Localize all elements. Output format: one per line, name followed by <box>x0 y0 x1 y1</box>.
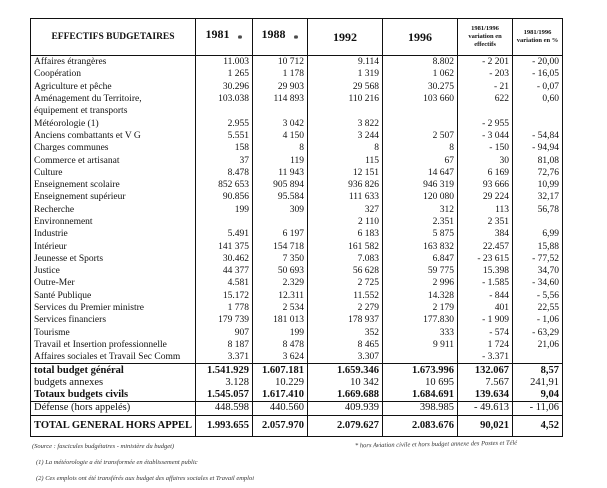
cell-value: 2 351 <box>458 216 513 228</box>
cell-value <box>196 216 253 228</box>
cell-value: - 21 <box>458 81 513 93</box>
cell-value: 9,04 <box>513 389 563 402</box>
row-label: Affaires sociales et Travail Sec Comm <box>31 351 196 364</box>
cell-value: 95.584 <box>253 191 308 203</box>
cell-value: 11.552 <box>308 290 383 302</box>
cell-value: 905 894 <box>253 179 308 191</box>
cell-value: 2.057.970 <box>253 415 308 436</box>
table-row <box>31 364 563 377</box>
table-row <box>31 68 563 80</box>
cell-value: 181 013 <box>253 314 308 326</box>
cell-value: 8 187 <box>196 339 253 351</box>
cell-value: 1.541.929 <box>196 364 253 377</box>
cell-value: 30 <box>458 154 513 166</box>
cell-value: - 1 909 <box>458 314 513 326</box>
cell-value: 6 169 <box>458 167 513 179</box>
cell-value: 8 <box>253 142 308 154</box>
cell-value: 44 377 <box>196 265 253 277</box>
effectifs-table <box>30 18 563 437</box>
cell-value <box>458 105 513 117</box>
cell-value: 8.478 <box>196 167 253 179</box>
cell-value: 1.659.346 <box>308 364 383 377</box>
cell-value: 8.802 <box>383 56 458 69</box>
cell-value: 398.985 <box>383 402 458 415</box>
cell-value <box>196 105 253 117</box>
cell-value: - 77,52 <box>513 253 563 265</box>
table-row <box>31 253 563 265</box>
row-label: Enseignement supérieur <box>31 191 196 203</box>
cell-value: 72,76 <box>513 167 563 179</box>
cell-value: 1.669.688 <box>308 389 383 402</box>
cell-value: - 16,05 <box>513 68 563 80</box>
cell-value: 10 712 <box>253 56 308 69</box>
table-row <box>31 314 563 326</box>
cell-value: 114 893 <box>253 93 308 105</box>
cell-value: 309 <box>253 204 308 216</box>
cell-value: 2 725 <box>308 277 383 289</box>
cell-value: 10 342 <box>308 377 383 389</box>
row-label: Défense (hors appelés) <box>31 402 196 415</box>
cell-value: 10.229 <box>253 377 308 389</box>
cell-value: 132.067 <box>458 364 513 377</box>
cell-value: 6 183 <box>308 228 383 240</box>
cell-value: 2.083.676 <box>383 415 458 436</box>
cell-value: 5 875 <box>383 228 458 240</box>
row-label: Industrie <box>31 228 196 240</box>
cell-value: - 23 615 <box>458 253 513 265</box>
cell-value: 2 110 <box>308 216 383 228</box>
table-row <box>31 240 563 252</box>
star-mark: * <box>293 34 299 45</box>
cell-value: - 20,00 <box>513 56 563 69</box>
cell-value: 333 <box>383 327 458 339</box>
cell-value: - 3 044 <box>458 130 513 142</box>
col-1988 <box>253 19 308 56</box>
cell-value: 199 <box>196 204 253 216</box>
cell-value: 81,08 <box>513 154 563 166</box>
cell-value: 2.329 <box>253 277 308 289</box>
table-row <box>31 327 563 339</box>
cell-value: 1 178 <box>253 68 308 80</box>
cell-value: 110 216 <box>308 93 383 105</box>
cell-value: 1.684.691 <box>383 389 458 402</box>
cell-value: 8 <box>308 142 383 154</box>
star-note: * hors Aviation civile et hors budget annexe des Postes et Télé <box>354 439 518 450</box>
cell-value: 30.275 <box>383 81 458 93</box>
cell-value: 3 042 <box>253 117 308 129</box>
col-var-pct: 1981/1996 variation en % <box>513 19 563 56</box>
row-label: Justice <box>31 265 196 277</box>
cell-value <box>253 105 308 117</box>
cell-value: - 1,06 <box>513 314 563 326</box>
row-label: Jeunesse et Sports <box>31 253 196 265</box>
row-label: Affaires étrangères <box>31 56 196 69</box>
cell-value: 1.545.057 <box>196 389 253 402</box>
cell-value: 8 478 <box>253 339 308 351</box>
cell-value: 163 832 <box>383 240 458 252</box>
cell-value: 3 244 <box>308 130 383 142</box>
cell-value: 14.328 <box>383 290 458 302</box>
footnote-2: (2) Ces emplois ont été transférés aux budget des affaires sociales et Travail emploi <box>36 475 255 482</box>
cell-value: 177.830 <box>383 314 458 326</box>
table-row <box>31 402 563 415</box>
cell-value <box>513 351 563 364</box>
row-label: Intérieur <box>31 240 196 252</box>
cell-value: 5.551 <box>196 130 253 142</box>
cell-value: - 94,94 <box>513 142 563 154</box>
cell-value: 199 <box>253 327 308 339</box>
cell-value: 327 <box>308 204 383 216</box>
cell-value: 6.847 <box>383 253 458 265</box>
cell-value: 8,57 <box>513 364 563 377</box>
cell-value: 6,99 <box>513 228 563 240</box>
table-row <box>31 179 563 191</box>
table-title: EFFECTIFS BUDGETAIRES <box>31 19 196 56</box>
cell-value: 56 628 <box>308 265 383 277</box>
cell-value: 7.083 <box>308 253 383 265</box>
cell-value: 0,60 <box>513 93 563 105</box>
source-note: (Source : fascicules budgétaires - ministère du budget) <box>32 443 175 450</box>
cell-value: - 574 <box>458 327 513 339</box>
cell-value: 103 660 <box>383 93 458 105</box>
cell-value: 440.560 <box>253 402 308 415</box>
table-row <box>31 277 563 289</box>
cell-value: 8 465 <box>308 339 383 351</box>
cell-value: 2.955 <box>196 117 253 129</box>
cell-value: 241,91 <box>513 377 563 389</box>
cell-value: - 11,06 <box>513 402 563 415</box>
table-row <box>31 167 563 179</box>
cell-value: - 2 955 <box>458 117 513 129</box>
cell-value: 5.491 <box>196 228 253 240</box>
cell-value: 50 693 <box>253 265 308 277</box>
col-1996: 1996 <box>383 19 458 56</box>
row-label: Environnement <box>31 216 196 228</box>
cell-value: 7 350 <box>253 253 308 265</box>
cell-value: 2 534 <box>253 302 308 314</box>
col-1988-label: 1988 <box>261 27 286 41</box>
cell-value: 11 943 <box>253 167 308 179</box>
cell-value: 29 903 <box>253 81 308 93</box>
cell-value: 9.114 <box>308 56 383 69</box>
cell-value: 3 822 <box>308 117 383 129</box>
cell-value: 29 224 <box>458 191 513 203</box>
cell-value: 2 279 <box>308 302 383 314</box>
cell-value: 67 <box>383 154 458 166</box>
row-label: Services financiers <box>31 314 196 326</box>
cell-value: 1.993.655 <box>196 415 253 436</box>
col-1992: 1992 <box>308 19 383 56</box>
cell-value: 154 718 <box>253 240 308 252</box>
table-row <box>31 265 563 277</box>
col-1981-label: 1981 <box>205 27 230 41</box>
row-label: Charges communes <box>31 142 196 154</box>
row-label: Coopération <box>31 68 196 80</box>
cell-value: - 5,56 <box>513 290 563 302</box>
cell-value: 12.311 <box>253 290 308 302</box>
cell-value: 111 633 <box>308 191 383 203</box>
table-row <box>31 130 563 142</box>
cell-value: 115 <box>308 154 383 166</box>
cell-value: 22,55 <box>513 302 563 314</box>
cell-value: - 2 201 <box>458 56 513 69</box>
cell-value: 161 582 <box>308 240 383 252</box>
table-row <box>31 191 563 203</box>
table-row <box>31 302 563 314</box>
cell-value: 29 568 <box>308 81 383 93</box>
cell-value: 1 062 <box>383 68 458 80</box>
cell-value: - 63,29 <box>513 327 563 339</box>
header-row <box>31 19 563 56</box>
cell-value: 1.673.996 <box>383 364 458 377</box>
table-row <box>31 117 563 129</box>
cell-value: 103.038 <box>196 93 253 105</box>
row-label: Tourisme <box>31 327 196 339</box>
cell-value: 2 179 <box>383 302 458 314</box>
row-label: Agriculture et pêche <box>31 81 196 93</box>
cell-value: 1.607.181 <box>253 364 308 377</box>
cell-value: 4 150 <box>253 130 308 142</box>
cell-value: 1 319 <box>308 68 383 80</box>
cell-value: 9 911 <box>383 339 458 351</box>
table-row <box>31 105 563 117</box>
cell-value: 32,17 <box>513 191 563 203</box>
cell-value: 22.457 <box>458 240 513 252</box>
cell-value: 10,99 <box>513 179 563 191</box>
cell-value: - 844 <box>458 290 513 302</box>
cell-value: 10 695 <box>383 377 458 389</box>
cell-value: 141 375 <box>196 240 253 252</box>
cell-value: 93 666 <box>458 179 513 191</box>
row-label: Recherche <box>31 204 196 216</box>
cell-value: 352 <box>308 327 383 339</box>
cell-value: 59 775 <box>383 265 458 277</box>
cell-value <box>513 117 563 129</box>
cell-value: 1 265 <box>196 68 253 80</box>
table-row <box>31 56 563 69</box>
table-row <box>31 204 563 216</box>
table-row <box>31 415 563 436</box>
cell-value: 139.634 <box>458 389 513 402</box>
table-row <box>31 377 563 389</box>
table-row <box>31 339 563 351</box>
cell-value: 179 739 <box>196 314 253 326</box>
row-label: Commerce et artisanat <box>31 154 196 166</box>
cell-value: 120 080 <box>383 191 458 203</box>
table-row <box>31 93 563 105</box>
cell-value <box>383 351 458 364</box>
cell-value: 3 624 <box>253 351 308 364</box>
cell-value: 15.172 <box>196 290 253 302</box>
row-label: TOTAL GENERAL HORS APPEL <box>31 415 196 436</box>
row-label: Météorologie (1) <box>31 117 196 129</box>
table-row <box>31 216 563 228</box>
row-label: Totaux budgets civils <box>31 389 196 402</box>
cell-value: 15.398 <box>458 265 513 277</box>
cell-value: 21,06 <box>513 339 563 351</box>
cell-value: 6 197 <box>253 228 308 240</box>
cell-value <box>308 105 383 117</box>
cell-value: 4.581 <box>196 277 253 289</box>
cell-value: 409.939 <box>308 402 383 415</box>
cell-value: 946 319 <box>383 179 458 191</box>
table-row <box>31 290 563 302</box>
footnote-1: (1) La météorologie a été transformée en établissement public <box>36 459 198 466</box>
cell-value: 2.351 <box>383 216 458 228</box>
row-label: équipement et transports <box>31 105 196 117</box>
col-1981 <box>196 19 253 56</box>
cell-value: 11.003 <box>196 56 253 69</box>
cell-value: 3.128 <box>196 377 253 389</box>
cell-value: - 150 <box>458 142 513 154</box>
cell-value: 37 <box>196 154 253 166</box>
cell-value: 12 151 <box>308 167 383 179</box>
table-row <box>31 228 563 240</box>
cell-value: - 34,60 <box>513 277 563 289</box>
row-label: total budget général <box>31 364 196 377</box>
cell-value: 178 937 <box>308 314 383 326</box>
cell-value: 34,70 <box>513 265 563 277</box>
cell-value: 852 653 <box>196 179 253 191</box>
cell-value: 56,78 <box>513 204 563 216</box>
row-label: Anciens combattants et V G <box>31 130 196 142</box>
cell-value: 4,52 <box>513 415 563 436</box>
cell-value: 90,021 <box>458 415 513 436</box>
cell-value: 14 647 <box>383 167 458 179</box>
cell-value: 622 <box>458 93 513 105</box>
cell-value: 113 <box>458 204 513 216</box>
table-row <box>31 154 563 166</box>
cell-value: 7.567 <box>458 377 513 389</box>
cell-value: 401 <box>458 302 513 314</box>
row-label: Santé Publique <box>31 290 196 302</box>
cell-value: 384 <box>458 228 513 240</box>
cell-value: 90.856 <box>196 191 253 203</box>
table-row <box>31 81 563 93</box>
cell-value: - 203 <box>458 68 513 80</box>
cell-value: 2 507 <box>383 130 458 142</box>
cell-value: 1 724 <box>458 339 513 351</box>
table-row <box>31 389 563 402</box>
row-label: budgets annexes <box>31 377 196 389</box>
cell-value <box>383 117 458 129</box>
cell-value: - 54,84 <box>513 130 563 142</box>
row-label: Enseignement scolaire <box>31 179 196 191</box>
row-label: Culture <box>31 167 196 179</box>
cell-value: 2 996 <box>383 277 458 289</box>
cell-value: 907 <box>196 327 253 339</box>
table-row <box>31 142 563 154</box>
cell-value: 3.307 <box>308 351 383 364</box>
row-label: Outre-Mer <box>31 277 196 289</box>
cell-value: 1.617.410 <box>253 389 308 402</box>
cell-value: 158 <box>196 142 253 154</box>
cell-value: - 0,07 <box>513 81 563 93</box>
cell-value: 30.296 <box>196 81 253 93</box>
cell-value: 8 <box>383 142 458 154</box>
table-row <box>31 351 563 364</box>
cell-value <box>513 105 563 117</box>
cell-value: 1 778 <box>196 302 253 314</box>
cell-value: 2.079.627 <box>308 415 383 436</box>
cell-value: 448.598 <box>196 402 253 415</box>
row-label: Travail et Insertion professionnelle <box>31 339 196 351</box>
cell-value <box>383 105 458 117</box>
cell-value: - 49.613 <box>458 402 513 415</box>
cell-value: 936 826 <box>308 179 383 191</box>
cell-value <box>513 216 563 228</box>
cell-value: 119 <box>253 154 308 166</box>
col-var-effectifs: 1981/1996 variation en effectifs <box>458 19 513 56</box>
cell-value: 30.462 <box>196 253 253 265</box>
cell-value: 312 <box>383 204 458 216</box>
cell-value <box>253 216 308 228</box>
star-mark: * <box>237 34 243 45</box>
row-label: Services du Premier ministre <box>31 302 196 314</box>
cell-value: - 1.585 <box>458 277 513 289</box>
cell-value: - 3.371 <box>458 351 513 364</box>
cell-value: 15,88 <box>513 240 563 252</box>
cell-value: 3.371 <box>196 351 253 364</box>
row-label: Aménagement du Territoire, <box>31 93 196 105</box>
